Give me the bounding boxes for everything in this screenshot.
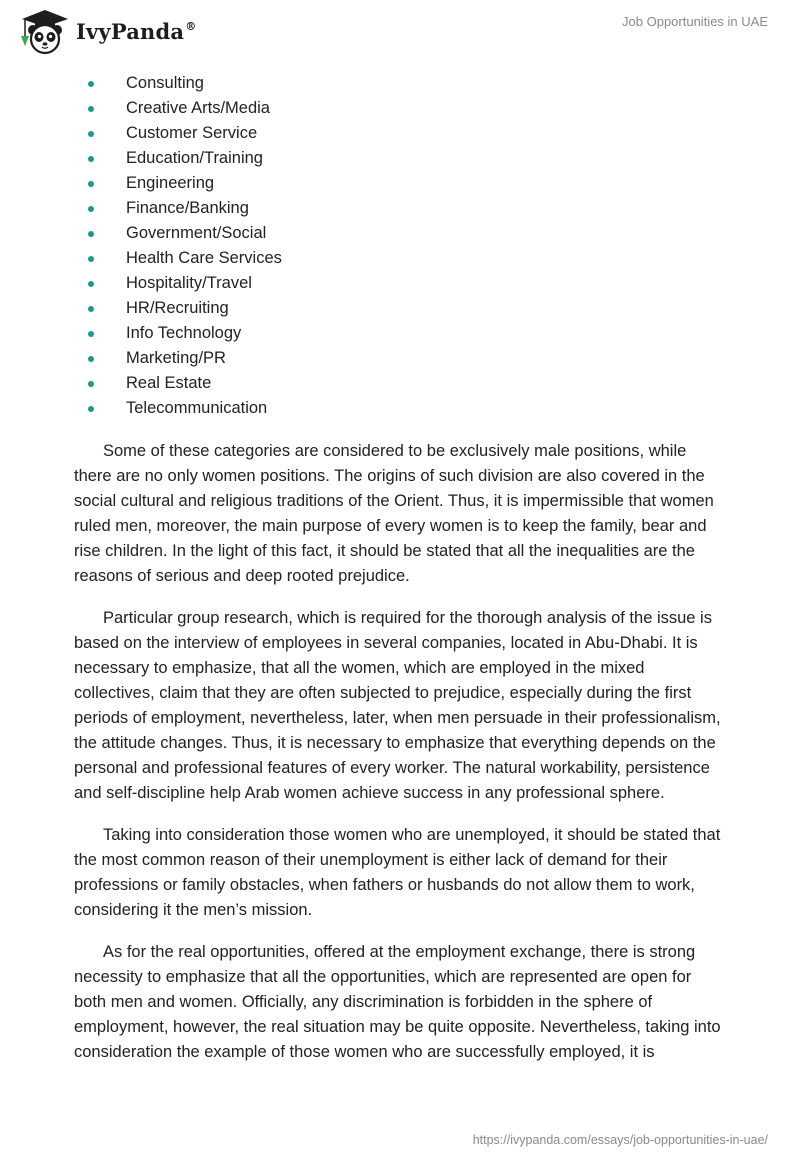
list-item: Engineering: [74, 171, 724, 196]
bullet-icon: [88, 131, 94, 137]
paragraph: Taking into consideration those women who are unemployed, it should be stated that the most common reason of their unemployment is either lack of demand for their professions or family obstacles, when fathers or husbands do not allow them to work, considering it the men’s mission.: [74, 826, 721, 919]
list-item: Real Estate: [74, 371, 724, 396]
bullet-icon: [88, 106, 94, 112]
list-item: Creative Arts/Media: [74, 96, 724, 121]
list-item: Education/Training: [74, 146, 724, 171]
bullet-icon: [88, 306, 94, 312]
bullet-icon: [88, 231, 94, 237]
page-header: [0, 0, 800, 60]
list-item: Health Care Services: [74, 246, 724, 271]
bullet-icon: [88, 81, 94, 87]
list-item: Marketing/PR: [74, 346, 724, 371]
bullet-icon: [88, 156, 94, 162]
essay-content: [74, 71, 724, 1065]
bullet-icon: [88, 181, 94, 187]
logo-text: IvyPanda®: [76, 18, 197, 44]
paragraph: Some of these categories are considered to be exclusively male positions, while there are no only women positions. The origins of such division are also covered in the social cultural and religious traditions of the Orient. Thus, it is impermissible that women ruled men, moreover, the main purpose of every women is to keep the family, bear and rise children. In the light of this fact, it should be stated that all the inequalities are the reasons of serious and deep rooted prejudice.: [74, 442, 714, 585]
bullet-icon: [88, 331, 94, 337]
source-url[interactable]: https://ivypanda.com/essays/job-opportunities-in-uae/: [472, 1133, 768, 1147]
document-title: Job Opportunities in UAE: [622, 14, 768, 29]
list-item: Consulting: [74, 71, 724, 96]
bullet-icon: [88, 256, 94, 262]
paragraph: As for the real opportunities, offered at the employment exchange, there is strong necessity to emphasize that all the opportunities, which are represented are open for both men and women. Officially, any discrimination is forbidden in the sphere of employment, however, the real situation may be quite opposite. Nevertheless, taking into consideration the example of those women who are successfully employed, it is: [74, 943, 721, 1061]
paragraph: Particular group research, which is required for the thorough analysis of the issue is based on the interview of employees in several companies, located in Abu-Dhabi. It is necessary to emphasize, that all the women, which are employed in the mixed collectives, claim that they are often subjected to prejudice, especially during the first periods of employment, nevertheless, later, when men persuade in their professionalism, the attitude changes. Thus, it is necessary to emphasize that everything depends on the personal and professional features of every worker. The natural workability, persistence and self-discipline help Arab women achieve success in any professional sphere.: [74, 609, 721, 802]
bullet-icon: [88, 406, 94, 412]
list-item: Telecommunication: [74, 396, 724, 421]
job-category-list: [74, 71, 724, 421]
list-item: Government/Social: [74, 221, 724, 246]
list-item: Customer Service: [74, 121, 724, 146]
bullet-icon: [88, 381, 94, 387]
list-item: Finance/Banking: [74, 196, 724, 221]
bullet-icon: [88, 281, 94, 287]
panda-logo-icon: [16, 8, 74, 56]
list-item: HR/Recruiting: [74, 296, 724, 321]
bullet-icon: [88, 356, 94, 362]
list-item: Info Technology: [74, 321, 724, 346]
bullet-icon: [88, 206, 94, 212]
list-item: Hospitality/Travel: [74, 271, 724, 296]
ivypanda-logo[interactable]: [16, 8, 196, 56]
